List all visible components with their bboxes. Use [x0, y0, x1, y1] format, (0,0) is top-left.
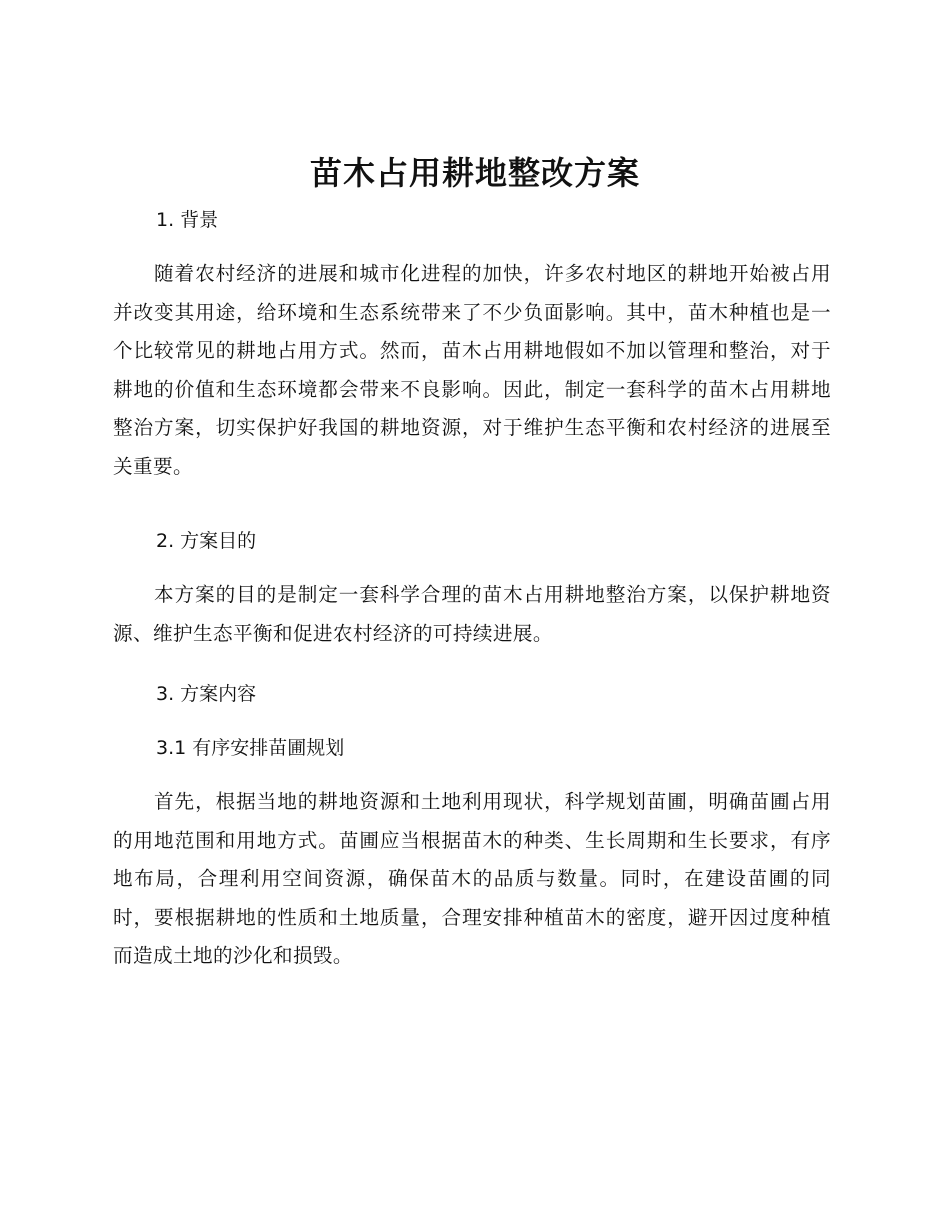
section-heading-content: 3. 方案内容 [156, 683, 257, 705]
paragraph-nursery-planning: 首先，根据当地的耕地资源和土地利用现状，科学规划苗圃，明确苗圃占用的用地范围和用地方式。苗圃应当根据苗木的种类、生长周期和生长要求，有序地布局，合理利用空间资源，确保苗木的品质与数量。同时，在建设苗圃的同时，要根据耕地的性质和土地质量，合理安排种植苗木的密度，避开因过度种植而造成土地的沙化和损毁。 [113, 790, 831, 968]
section-heading-background: 1. 背景 [156, 209, 219, 231]
document-title: 苗木占用耕地整改方案 [309, 154, 640, 192]
paragraph-background: 随着农村经济的进展和城市化进程的加快，许多农村地区的耕地开始被占用并改变其用途，给环境和生态系统带来了不少负面影响。其中，苗木种植也是一个比较常见的耕地占用方式。然而，苗木占用耕地假如不加以管理和整治，对于耕地的价值和生态环境都会带来不良影响。因此，制定一套科学的苗木占用耕地整治方案，切实保护好我国的耕地资源，对于维护生态平衡和农村经济的进展至关重要。 [113, 262, 831, 478]
subsection-heading-nursery-planning: 3.1 有序安排苗圃规划 [156, 737, 345, 759]
section-heading-purpose: 2. 方案目的 [156, 530, 257, 552]
paragraph-purpose: 本方案的目的是制定一套科学合理的苗木占用耕地整治方案，以保护耕地资源、维护生态平衡和促进农村经济的可持续进展。 [113, 583, 831, 645]
